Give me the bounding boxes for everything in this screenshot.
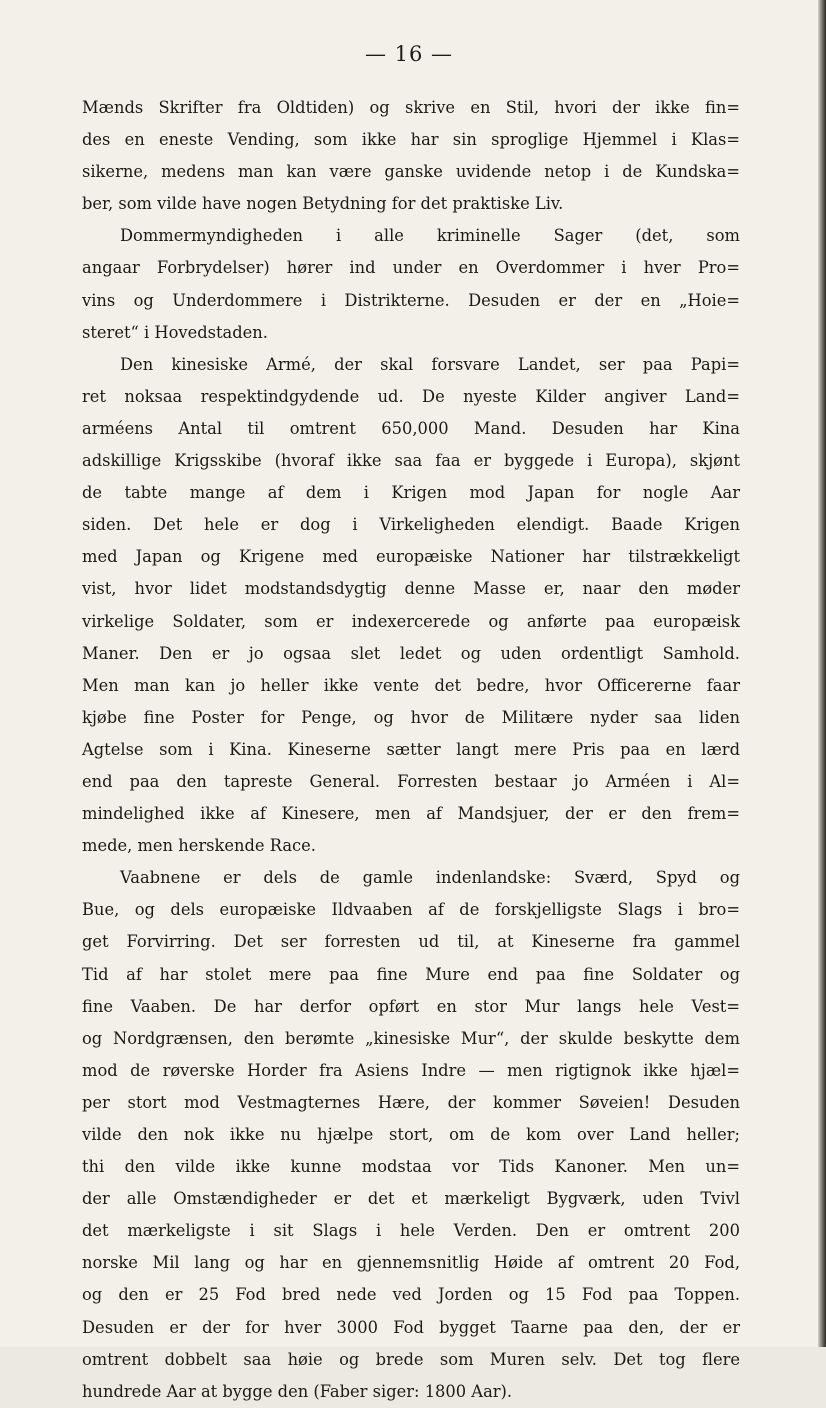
text-line: ret noksaa respektindgydende ud. De nyeste Kilder angiver Land= xyxy=(82,386,740,406)
text-line: vist, hvor lidet modstandsdygtig denne Masse er, naar den møder xyxy=(82,579,740,599)
paragraph-start-line: Dommermyndigheden i alle kriminelle Sager (det, som xyxy=(120,226,740,246)
text-line: per stort mod Vestmagternes Hære, der kommer Søveien! Desuden xyxy=(82,1092,740,1112)
text-line: sikerne, medens man kan være ganske uvidende netop i de Kundska= xyxy=(82,162,740,182)
text-line: end paa den tapreste General. Forresten bestaar jo Arméen i Al= xyxy=(82,771,740,791)
text-line: og Nordgrænsen, den berømte „kinesiske Mur“, der skulde beskytte dem xyxy=(82,1028,740,1048)
text-line: Mænds Skrifter fra Oldtiden) og skrive en Stil, hvori der ikke fin= xyxy=(82,98,740,117)
text-line: vilde den nok ikke nu hjælpe stort, om de kom over Land heller; xyxy=(82,1125,740,1144)
text-line: omtrent dobbelt saa høie og brede som Muren selv. Det tog flere xyxy=(82,1349,740,1369)
text-line: der alle Omstændigheder er det et mærkeligt Bygværk, uden Tvivl xyxy=(82,1189,740,1209)
text-line: hundrede Aar at bygge den (Faber siger: 1800 Aar). xyxy=(82,1381,513,1401)
text-line: mindelighed ikke af Kinesere, men af Mandsjuer, der er den frem= xyxy=(82,804,740,824)
paragraph-start-line: Vaabnene er dels de gamle indenlandske: Sværd, Spyd og xyxy=(120,868,740,888)
body-text xyxy=(82,92,740,1408)
text-line: steret“ i Hovedstaden. xyxy=(82,322,268,342)
text-line: angaar Forbrydelser) hører ind under en Overdommer i hver Pro= xyxy=(82,258,740,278)
text-line: Agtelse som i Kina. Kineserne sætter langt mere Pris paa en lærd xyxy=(82,739,740,759)
page-edge xyxy=(818,0,826,1347)
text-line: arméens Antal til omtrent 650,000 Mand. Desuden har Kina xyxy=(82,418,740,438)
text-line: get Forvirring. Det ser forresten ud til, at Kineserne fra gammel xyxy=(82,932,740,952)
text-line: norske Mil lang og har en gjennemsnitlig Høide af omtrent 20 Fod, xyxy=(82,1253,740,1273)
paragraph-start-line: Den kinesiske Armé, der skal forsvare Landet, ser paa Papi= xyxy=(120,354,740,374)
text-line: des en eneste Vending, som ikke har sin sproglige Hjemmel i Klas= xyxy=(82,130,740,150)
text-line: fine Vaaben. De har derfor opført en stor Mur langs hele Vest= xyxy=(82,996,740,1016)
text-line: vins og Underdommere i Distrikterne. Desuden er der en „Hoie= xyxy=(82,290,740,310)
page-number: — 16 — xyxy=(364,42,454,66)
text-line: de tabte mange af dem i Krigen mod Japan for nogle Aar xyxy=(82,483,740,503)
text-line: siden. Det hele er dog i Virkeligheden elendigt. Baade Krigen xyxy=(82,515,740,535)
text-line: mede, men herskende Race. xyxy=(82,836,316,856)
text-line: mod de røverske Horder fra Asiens Indre — men rigtignok ikke hjæl= xyxy=(82,1060,740,1080)
text-line: med Japan og Krigene med europæiske Nationer har tilstrækkeligt xyxy=(82,547,740,567)
text-line: virkelige Soldater, som er indexercerede og anførte paa europæisk xyxy=(82,611,740,631)
text-line: thi den vilde ikke kunne modstaa vor Tids Kanoner. Men un= xyxy=(82,1157,740,1177)
text-line: Maner. Den er jo ogsaa slet ledet og uden ordentligt Samhold. xyxy=(82,643,740,663)
text-line: kjøbe fine Poster for Penge, og hvor de Militære nyder saa liden xyxy=(82,707,740,727)
text-line: adskillige Krigsskibe (hvoraf ikke saa faa er byggede i Europa), skjønt xyxy=(82,451,740,471)
text-line: og den er 25 Fod bred nede ved Jorden og 15 Fod paa Toppen. xyxy=(82,1285,740,1305)
text-line: Tid af har stolet mere paa fine Mure end paa fine Soldater og xyxy=(82,964,740,984)
text-line: Bue, og dels europæiske Ildvaaben af de forskjelligste Slags i bro= xyxy=(82,900,740,920)
text-line: Desuden er der for hver 3000 Fod bygget Taarne paa den, der er xyxy=(82,1317,740,1337)
text-line: ber, som vilde have nogen Betydning for det praktiske Liv. xyxy=(82,194,564,214)
text-line: det mærkeligste i sit Slags i hele Verden. Den er omtrent 200 xyxy=(82,1221,740,1241)
text-line: Men man kan jo heller ikke vente det bedre, hvor Officererne faar xyxy=(82,675,740,695)
